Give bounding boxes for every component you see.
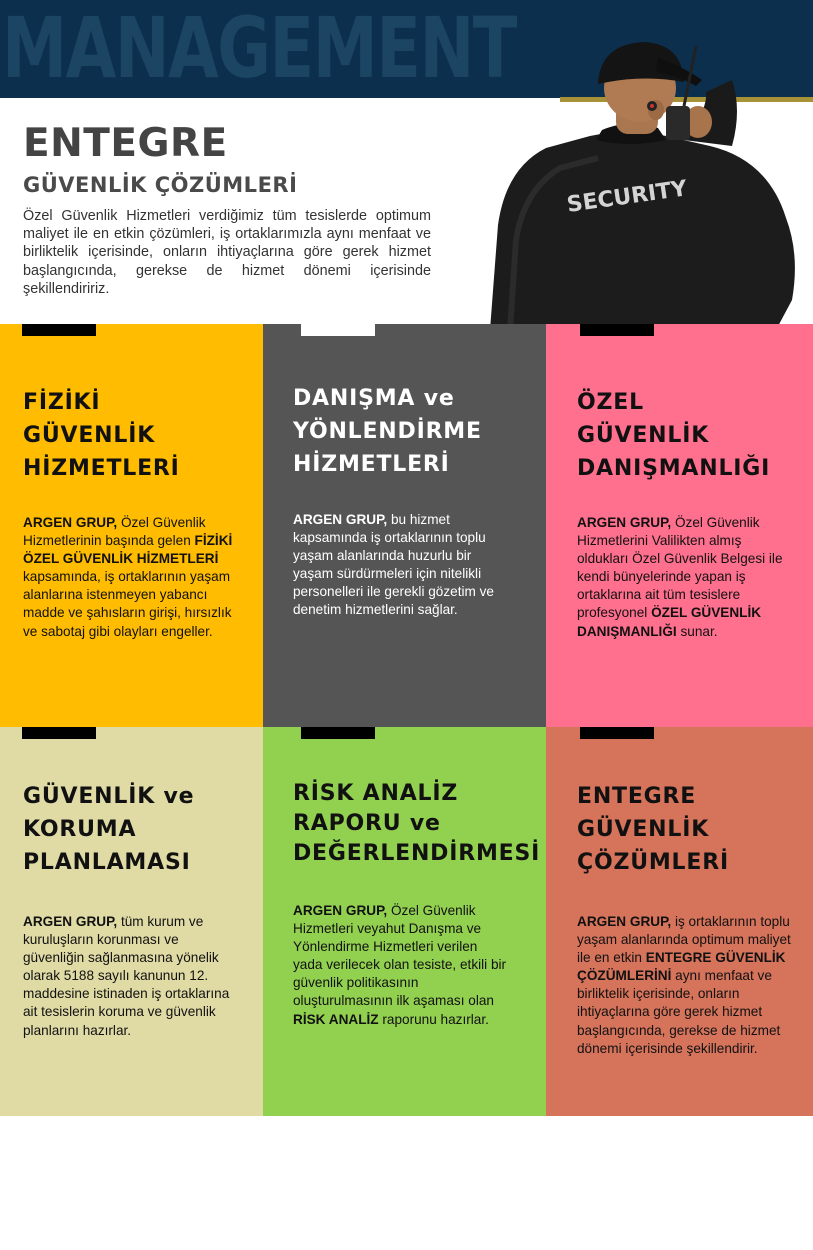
card-title: FİZİKİ GÜVENLİK HİZMETLERİ (23, 390, 180, 481)
card-entegre-guvenlik (546, 727, 813, 1116)
card-body-bold: ARGEN GRUP, (23, 515, 118, 530)
card-title: DANIŞMA ve YÖNLENDİRME HİZMETLERİ (293, 386, 482, 477)
card-ozel-guvenlik-danismanligi (546, 324, 813, 727)
card-tab (301, 727, 375, 739)
card-fiziki-guvenlik (0, 324, 263, 727)
card-title: ÖZEL GÜVENLİK DANIŞMANLIĞI (577, 390, 771, 481)
card-body-text: aynı menfaat ve birliktelik içerisinde, onların ihtiyaçlarına göre gerek hizmet başlangıcında, gerekse de hizmet dönemi içerisinde şekillendirir. (577, 968, 781, 1056)
card-body (23, 514, 238, 641)
card-body-bold: FİZİKİ ÖZEL GÜVENLİK HİZMETLERİ (23, 533, 233, 567)
card-tab (22, 324, 96, 336)
card-title: RİSK ANALİZ RAPORU ve DEĞERLENDİRMESİ (293, 781, 541, 866)
card-body-bold: ARGEN GRUP, (577, 914, 672, 929)
card-body (577, 913, 792, 1058)
card-body (577, 514, 792, 641)
card-title: GÜVENLİK ve KORUMA PLANLAMASI (23, 784, 195, 875)
hero-subtitle: GÜVENLİK ÇÖZÜMLERİ (23, 173, 298, 197)
card-body (293, 902, 508, 1029)
card-danisma-yonlendirme (263, 324, 546, 727)
card-body-text: Özel Güvenlik Hizmetlerinin başında gelen (23, 515, 206, 549)
card-body-text: Özel Güvenlik Hizmetleri veyahut Danışma ve Yönlendirme Hizmetleri verilen yada verilecek olan tesiste, etkili bir güvenlik politikasının oluşturulmasının ilk aşaması olan (293, 903, 507, 1009)
card-body-text: iş ortaklarının toplu yaşam alanlarında optimum maliyet ile en etkin (577, 914, 791, 966)
card-guvenlik-koruma-planlamasi (0, 727, 263, 1116)
card-tab (580, 727, 654, 739)
background-word: MANAGEMENT (2, 0, 516, 97)
card-tab (301, 324, 375, 336)
card-title: ENTEGRE GÜVENLİK ÇÖZÜMLERİ (577, 784, 729, 875)
card-body (23, 913, 238, 1040)
card-tab (22, 727, 96, 739)
hero-description: Özel Güvenlik Hizmetleri verdiğimiz tüm tesislerde optimum maliyet ile en etkin çözümleri, iş ortaklarımızla aynı menfaat ve birliktelik içerisinde, onların ihtiyaçlarına göre gerek hizmet başlangıcında, gerekse de hizmet dönemi içerisinde şekillendiririz. (23, 208, 431, 297)
card-body-bold: ARGEN GRUP, (23, 914, 118, 929)
card-body-bold: ÖZEL GÜVENLİK DANIŞMANLIĞI (577, 605, 762, 639)
card-risk-analiz (263, 727, 546, 1116)
card-body-text: Özel Güvenlik Hizmetlerini Valilikten almış oldukları Özel Güvenlik Belgesi ile kendi bünyelerinde yapan iş ortaklarına ait tüm tesislere profesyonel (577, 515, 783, 621)
card-body-text: raporunu hazırlar. (378, 1011, 489, 1027)
card-body-text: kapsamında, iş ortaklarının yaşam alanlarına istenmeyen yabancı madde ve şahısların girişi, hırsızlık ve sabotaj gibi olayları engeller. (23, 569, 232, 639)
card-body-bold: ARGEN GRUP, (293, 512, 388, 527)
card-body-text: bu hizmet kapsamında iş ortaklarının toplu yaşam alanlarında huzurlu bir yaşam sürdürmeleri için nitelikli personelleri ile gerekli gözetim ve denetim hizmetlerini sağlar. (293, 512, 494, 618)
card-tab (580, 324, 654, 336)
card-body-bold: ARGEN GRUP, (577, 515, 672, 530)
card-body-bold: RİSK ANALİZ (293, 1011, 379, 1027)
security-guard-image (470, 40, 813, 330)
card-body-bold: ARGEN GRUP, (293, 903, 388, 918)
card-body (293, 511, 508, 620)
card-body-text: sunar. (676, 623, 718, 639)
card-body-text: tüm kurum ve kuruluşların korunması ve güvenliğin sağlanmasına yönelik olarak 5188 sayılı kanunun 12. maddesine istinaden iş ortaklarına ait tesislerin koruma ve güvenlik planlarını hazırlar. (23, 914, 230, 1038)
hero-title: ENTEGRE (23, 121, 228, 166)
card-body-bold: ENTEGRE GÜVENLİK ÇÖZÜMLERİNİ (577, 950, 786, 984)
jacket-text: SECURITY (565, 176, 689, 218)
